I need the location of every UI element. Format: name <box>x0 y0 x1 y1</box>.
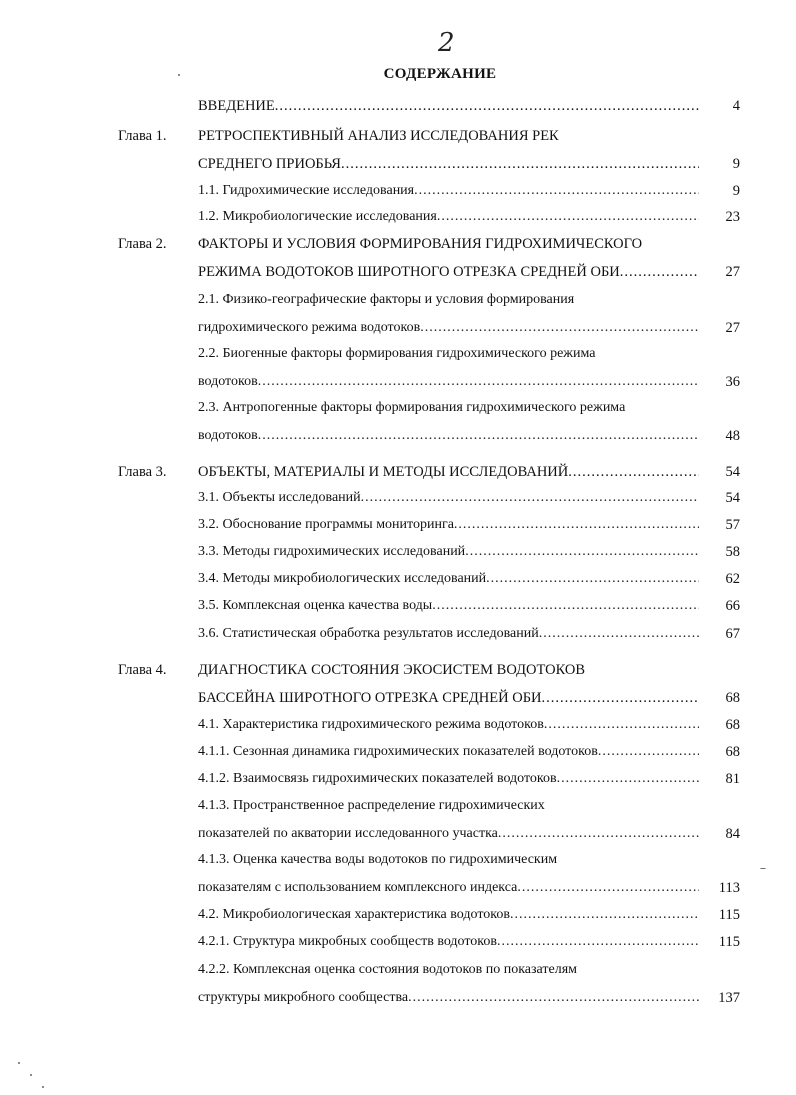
dot-leader <box>557 769 699 789</box>
toc-page-number: 81 <box>725 771 740 787</box>
toc-entry-first-line: 2.3. Антропогенные факторы формирования гидрохимического режима <box>198 400 626 415</box>
scan-speck <box>178 74 180 76</box>
dot-leader <box>414 181 699 201</box>
toc-entry-first-line: 2.2. Биогенные факторы формирования гидрохимического режима <box>198 346 596 361</box>
handwritten-page-number: 2 <box>438 28 455 58</box>
toc-page-number: 54 <box>725 490 740 506</box>
toc-entry-text: ОБЪЕКТЫ, МАТЕРИАЛЫ И МЕТОДЫ ИССЛЕДОВАНИЙ <box>198 464 569 480</box>
toc-entry[interactable] <box>198 262 699 282</box>
toc-page-number: 9 <box>732 156 740 172</box>
chapter-label: Глава 4. <box>118 662 167 678</box>
toc-page-number: 27 <box>725 264 740 280</box>
toc-page-number: 9 <box>732 183 740 199</box>
dot-leader <box>598 742 699 762</box>
toc-entry-first-line: РЕТРОСПЕКТИВНЫЙ АНАЛИЗ ИССЛЕДОВАНИЯ РЕК <box>198 128 559 144</box>
toc-entry-text: 3.5. Комплексная оценка качества воды <box>198 598 433 613</box>
toc-entry[interactable] <box>198 988 699 1008</box>
toc-entry-text: структуры микробного сообщества <box>198 990 409 1005</box>
toc-entry[interactable] <box>198 207 699 227</box>
toc-page-number: 113 <box>718 880 740 896</box>
toc-entry[interactable] <box>198 742 699 762</box>
toc-page-number: 67 <box>725 626 740 642</box>
toc-entry[interactable] <box>198 932 699 952</box>
toc-entry[interactable] <box>198 515 699 535</box>
toc-entry-text: 1.1. Гидрохимические исследования <box>198 183 415 198</box>
toc-page-number: 57 <box>725 517 740 533</box>
dot-leader <box>497 932 699 952</box>
toc-entry-text: ВВЕДЕНИЕ <box>198 98 275 114</box>
dot-leader <box>486 569 699 589</box>
toc-page-number: 27 <box>725 320 740 336</box>
toc-page-number: 68 <box>725 717 740 733</box>
dot-leader <box>498 824 699 844</box>
dot-leader <box>539 624 699 644</box>
toc-entry-text: гидрохимического режима водотоков <box>198 320 421 335</box>
dot-leader <box>542 688 700 708</box>
toc-entry-text: 3.2. Обоснование программы мониторинга <box>198 517 454 532</box>
dot-leader <box>465 542 699 562</box>
toc-entry[interactable] <box>198 624 699 644</box>
toc-page-number: 54 <box>725 464 740 480</box>
dot-leader <box>258 372 699 392</box>
toc-page-number: 84 <box>725 826 740 842</box>
toc-entry-first-line: ФАКТОРЫ И УСЛОВИЯ ФОРМИРОВАНИЯ ГИДРОХИМИЧЕСКОГО <box>198 236 643 252</box>
toc-entry-text: 1.2. Микробиологические исследования <box>198 209 437 224</box>
toc-page-number: 48 <box>725 428 740 444</box>
toc-page-number: 68 <box>725 744 740 760</box>
toc-entry-text: РЕЖИМА ВОДОТОКОВ ШИРОТНОГО ОТРЕЗКА СРЕДНЕЙ ОБИ <box>198 264 620 280</box>
toc-page-number: 36 <box>725 374 740 390</box>
scan-speck <box>30 1074 32 1076</box>
toc-entry[interactable] <box>198 426 699 446</box>
toc-entry-text: СРЕДНЕГО ПРИОБЬЯ <box>198 156 341 172</box>
dot-leader <box>361 488 699 508</box>
toc-entry[interactable] <box>198 96 699 116</box>
toc-entry-text: водотоков <box>198 428 258 443</box>
toc-entry-first-line: 4.1.3. Пространственное распределение гидрохимических <box>198 798 545 813</box>
dot-leader <box>510 905 699 925</box>
scan-speck <box>42 1086 44 1088</box>
toc-entry[interactable] <box>198 905 699 925</box>
dot-leader <box>517 878 699 898</box>
dot-leader <box>408 988 699 1008</box>
toc-entry[interactable] <box>198 488 699 508</box>
chapter-label: Глава 1. <box>118 128 167 144</box>
toc-entry[interactable] <box>198 181 699 201</box>
scan-speck <box>760 868 766 869</box>
dot-leader <box>258 426 699 446</box>
toc-entry-text: 4.1.2. Взаимосвязь гидрохимических показателей водотоков <box>198 771 557 786</box>
scan-speck <box>18 1062 20 1064</box>
toc-entry[interactable] <box>198 688 699 708</box>
toc-entry[interactable] <box>198 715 699 735</box>
dot-leader <box>544 715 699 735</box>
toc-page-number: 137 <box>718 990 740 1006</box>
toc-entry[interactable] <box>198 596 699 616</box>
toc-entry-text: водотоков <box>198 374 258 389</box>
toc-page-number: 68 <box>725 690 740 706</box>
dot-leader <box>568 462 699 482</box>
page-title: СОДЕРЖАНИЕ <box>383 66 497 82</box>
toc-page-number: 4 <box>732 98 740 114</box>
toc-page-number: 58 <box>725 544 740 560</box>
dot-leader <box>341 154 699 174</box>
toc-page-number: 66 <box>725 598 740 614</box>
toc-entry-first-line: 2.1. Физико-географические факторы и условия формирования <box>198 292 575 307</box>
toc-entry-text: 4.2.1. Структура микробных сообществ водотоков <box>198 934 498 949</box>
toc-entry[interactable] <box>198 569 699 589</box>
toc-entry-text: 4.1.1. Сезонная динамика гидрохимических показателей водотоков <box>198 744 598 759</box>
toc-entry[interactable] <box>198 318 699 338</box>
toc-entry[interactable] <box>198 542 699 562</box>
toc-entry-text: 3.4. Методы микробиологических исследований <box>198 571 487 586</box>
dot-leader <box>437 207 699 227</box>
toc-entry-text: 4.1. Характеристика гидрохимического режима водотоков <box>198 717 544 732</box>
toc-entry[interactable] <box>198 462 699 482</box>
chapter-label: Глава 3. <box>118 464 167 480</box>
toc-entry-text: 3.6. Статистическая обработка результатов исследований <box>198 626 539 641</box>
dot-leader <box>454 515 699 535</box>
toc-page-number: 115 <box>718 907 740 923</box>
toc-entry-text: БАССЕЙНА ШИРОТНОГО ОТРЕЗКА СРЕДНЕЙ ОБИ <box>198 690 542 706</box>
toc-entry[interactable] <box>198 769 699 789</box>
toc-entry-text: 3.1. Объекты исследований <box>198 490 361 505</box>
toc-entry[interactable] <box>198 154 699 174</box>
toc-page-number: 115 <box>718 934 740 950</box>
dot-leader <box>420 318 699 338</box>
toc-entry-first-line: 4.2.2. Комплексная оценка состояния водотоков по показателям <box>198 962 578 977</box>
toc-page-number: 23 <box>725 209 740 225</box>
toc-entry-text: 4.2. Микробиологическая характеристика водотоков <box>198 907 510 922</box>
toc-entry-first-line: 4.1.3. Оценка качества воды водотоков по гидрохимическим <box>198 852 558 867</box>
dot-leader <box>275 96 699 116</box>
toc-entry[interactable] <box>198 372 699 392</box>
dot-leader <box>432 596 699 616</box>
dot-leader <box>620 262 699 282</box>
toc-entry-first-line: ДИАГНОСТИКА СОСТОЯНИЯ ЭКОСИСТЕМ ВОДОТОКОВ <box>198 662 586 678</box>
toc-entry-text: 3.3. Методы гидрохимических исследований <box>198 544 466 559</box>
toc-page-number: 62 <box>725 571 740 587</box>
toc-entry-text: показателей по акватории исследованного участка <box>198 826 498 841</box>
toc-entry[interactable] <box>198 878 699 898</box>
toc-entry[interactable] <box>198 824 699 844</box>
chapter-label: Глава 2. <box>118 236 167 252</box>
toc-entry-text: показателям с использованием комплексного индекса <box>198 880 518 895</box>
